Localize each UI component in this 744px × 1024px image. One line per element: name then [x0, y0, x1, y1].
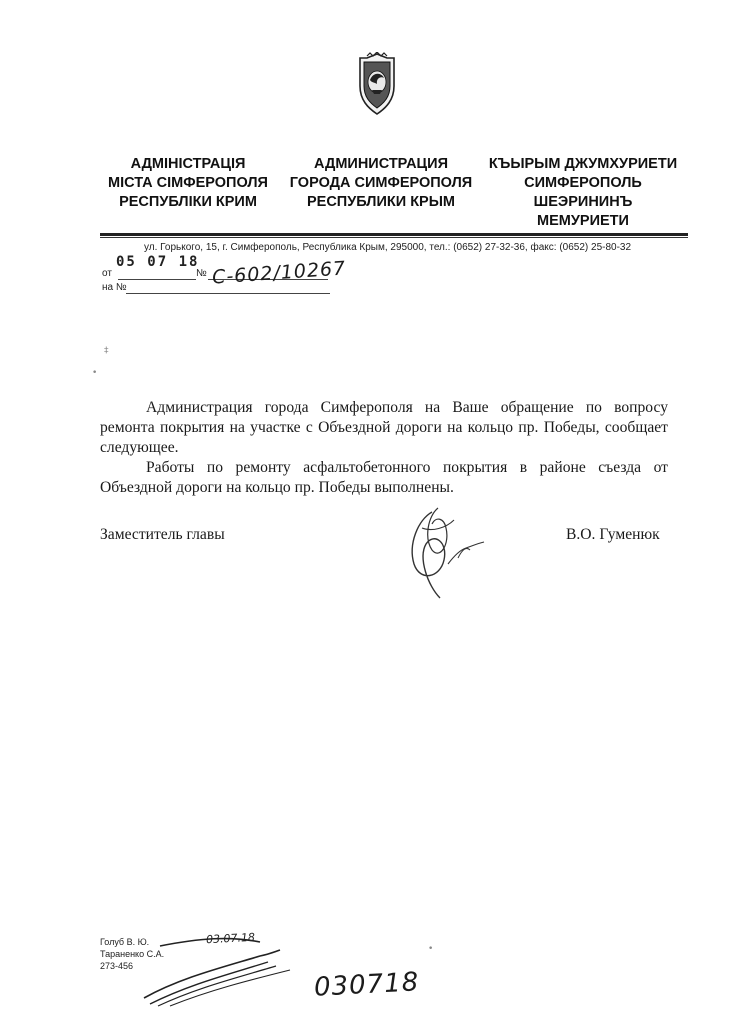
letter-body: [100, 398, 668, 498]
executor-phone: 273-456: [100, 961, 134, 971]
body-paragraph: Администрация города Симферополя на Ваше обращение по вопросу ремонта покрытия на участке с Объездной дороги на кольцо пр. Победы, сообщает следующее.: [100, 399, 668, 456]
executor-name: Голуб В. Ю.: [100, 937, 150, 947]
handwritten-footer-date: 03.07.18: [205, 930, 256, 947]
stamped-date: 05 07 18: [116, 254, 200, 270]
scan-speck: ‡: [104, 346, 109, 356]
header-russian: АДМИНИСТРАЦИЯ ГОРОДА СИМФЕРОПОЛЯ РЕСПУБЛИКИ КРЫМ: [289, 156, 473, 210]
header-crimean-tatar: КЪЫРЫМ ДЖУМХУРИЕТИ СИМФЕРОПОЛЬ ШЕЭРИНИНЪ МЕМУРИЕТИ: [488, 156, 678, 229]
to-label: на №: [102, 282, 127, 293]
from-underline: [118, 279, 196, 280]
to-underline: [126, 293, 330, 294]
number-label: №: [196, 268, 207, 279]
handwritten-footer-number: 030718: [313, 967, 420, 1003]
header-ukrainian: АДМІНІСТРАЦІЯ МІСТА СІМФЕРОПОЛЯ РЕСПУБЛІКИ КРИМ: [108, 156, 268, 210]
scan-speck: •: [92, 368, 98, 378]
body-paragraph: Работы по ремонту асфальтобетонного покрытия в районе съезда от Объездной дороги на кольцо пр. Победы выполнены.: [100, 459, 668, 496]
header-rule-thin: [100, 237, 688, 238]
signatory-title: Заместитель главы: [100, 526, 225, 543]
signatory-name: В.О. Гуменюк: [566, 526, 660, 543]
coat-of-arms-emblem: [354, 52, 400, 116]
address-line: ул. Горького, 15, г. Симферополь, Республика Крым, 295000, тел.: (0652) 27-32-36, факс: (0652) 25-80-32: [144, 242, 632, 253]
from-label: от: [102, 268, 112, 279]
scan-speck: •: [428, 944, 434, 954]
header-rule-thick: [100, 233, 688, 236]
handwritten-outgoing-number: С-602/10267: [211, 257, 347, 289]
handwritten-signature: [388, 498, 498, 608]
executor-name: Тараненко С.А.: [100, 949, 165, 959]
